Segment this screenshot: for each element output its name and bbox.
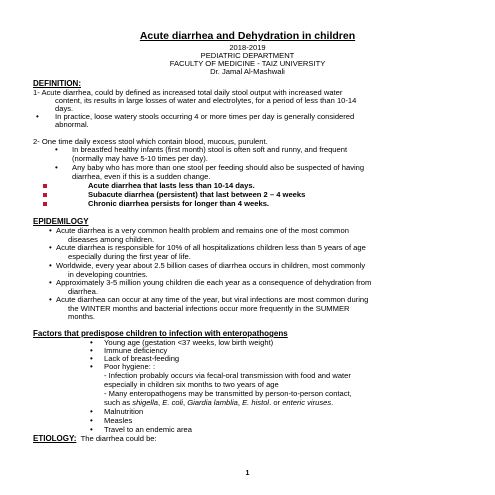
bullet-icon: •	[90, 416, 93, 425]
etiology-heading: ETIOLOGY:	[33, 434, 77, 443]
definition-bullet2-line1: In breastfed healthy infants (first month) stool is often soft and runny, and frequent	[72, 145, 348, 154]
text-span: such as	[104, 398, 133, 407]
bullet-icon: •	[90, 354, 93, 363]
epidemiology-item2-line1: Acute diarrhea is responsible for 10% of all hospitalizations children less than 5 years of age	[56, 243, 366, 252]
page-number: 1	[245, 470, 250, 477]
hygiene-detail-b-line1: - Many enteropathogens may be transmitted by person-to-person contact,	[104, 389, 352, 398]
department: PEDIATRIC DEPARTMENT	[200, 51, 295, 60]
organism-giardia: Giardia lamblia	[187, 398, 238, 407]
bullet-icon: •	[55, 163, 58, 172]
epidemiology-item4-line2: diarrhea.	[68, 287, 98, 296]
factor-measles: Measles	[104, 416, 133, 425]
epidemiology-item3-line1: Worldwide, every year about 2.5 billion cases of diarrhea occurs in children, most commonly	[56, 261, 366, 270]
factor-lack-breastfeeding: Lack of breast-feeding	[104, 354, 180, 363]
hygiene-detail-a-line1: - Infection probably occurs via fecal-oral transmission with food and water	[104, 371, 351, 380]
definition-bullet2-line2: (normally may have 5-10 times per day).	[72, 154, 208, 163]
factors-heading: Factors that predispose children to infection with enteropathogens	[33, 329, 288, 338]
text-span: . or	[269, 398, 283, 407]
red-square-bullet-icon	[43, 184, 47, 188]
definition-p1-line3: days.	[55, 104, 74, 113]
bullet-icon: •	[55, 145, 58, 154]
epidemiology-item3-line2: in developing countries.	[68, 270, 148, 279]
organism-enteric-viruses: enteric viruses	[282, 398, 332, 407]
bullet-icon: •	[90, 425, 93, 434]
definition-p1-line2: content, its results in large losses of water and electrolytes, for a period of less than 10-14	[55, 96, 357, 105]
bullet-icon: •	[49, 261, 52, 270]
hygiene-detail-a-line2: especially in children six months to two years of age	[104, 380, 279, 389]
organism-ecoli: E. coli	[162, 398, 183, 407]
year: 2018-2019	[229, 43, 266, 52]
bullet-icon: •	[49, 243, 52, 252]
text-span: .	[331, 398, 334, 407]
definition-p1-line1: 1- Acute diarrhea, could by defined as increased total daily stool output with increased water	[33, 88, 343, 97]
red-square-bullet-icon	[43, 202, 47, 206]
definition-bullet1-line1: In practice, loose watery stools occurring 4 or more times per day is generally considered	[55, 112, 355, 121]
definition-bullet3-line2: diarrhea, even if this is a sudden change.	[72, 172, 211, 181]
bullet-icon: •	[90, 338, 93, 347]
definition-p2: 2- One time daily excess stool which contain blood, mucous, purulent.	[33, 137, 268, 146]
factor-young-age: Young age (gestation <37 weeks, low birth weight)	[104, 338, 274, 347]
text-span: ,	[237, 398, 243, 407]
epidemiology-heading: EPIDEMILOGY	[33, 217, 89, 226]
definition-bullet3-line1: Any baby who has more than one stool per feeding should also be suspected of having	[72, 163, 365, 172]
epidemiology-item4-line1: Approximately 3-5 million young children die each year as a consequence of dehydration from	[56, 278, 372, 287]
bullet-icon: •	[49, 278, 52, 287]
bullet-icon: •	[90, 362, 93, 371]
epidemiology-item1-line1: Acute diarrhea is a very common health problem and remains one of the most common	[56, 226, 349, 235]
document-title: Acute diarrhea and Dehydration in children	[139, 30, 356, 42]
definition-heading: DEFINITION:	[33, 79, 81, 88]
organism-histolytica: E. histol	[242, 398, 270, 407]
text-span: ,	[182, 398, 188, 407]
bullet-icon: •	[49, 295, 52, 304]
factor-travel: Travel to an endemic area	[104, 425, 192, 434]
diarrhea-type-chronic: Chronic diarrhea persists for longer than 4 weeks.	[88, 199, 270, 208]
diarrhea-type-subacute: Subacute diarrhea (persistent) that last between 2 – 4 weeks	[88, 190, 306, 199]
epidemiology-item1-line2: diseases among children.	[68, 235, 155, 244]
bullet-icon: •	[90, 346, 93, 355]
factor-malnutrition: Malnutrition	[104, 407, 144, 416]
text-span: ,	[158, 398, 163, 407]
organism-shigella: shigella	[132, 398, 159, 407]
author: Dr. Jamal Al-Mashwali	[210, 67, 285, 76]
etiology-line	[33, 435, 157, 444]
epidemiology-item5-line3: months.	[68, 312, 96, 321]
bullet-icon: •	[49, 226, 52, 235]
definition-bullet1-line2: abnormal.	[55, 120, 89, 129]
bullet-icon: •	[36, 112, 39, 121]
etiology-text: The diarrhea could be:	[80, 434, 157, 443]
epidemiology-item2-line2: especially during the first year of life.	[68, 252, 191, 261]
bullet-icon: •	[90, 407, 93, 416]
epidemiology-item5-line2: the WINTER months and bacterial infections occur more frequently in the SUMMER	[68, 304, 350, 313]
factor-poor-hygiene: Poor hygiene: :	[104, 362, 156, 371]
factor-immune-deficiency: Immune deficiency	[104, 346, 168, 355]
red-square-bullet-icon	[43, 193, 47, 197]
epidemiology-item5-line1: Acute diarrhea can occur at any time of the year, but viral infections are most common during	[56, 295, 369, 304]
diarrhea-type-acute: Acute diarrhea that lasts less than 10-14 days.	[88, 181, 255, 190]
faculty: FACULTY OF MEDICINE - TAIZ UNIVERSITY	[169, 59, 326, 68]
